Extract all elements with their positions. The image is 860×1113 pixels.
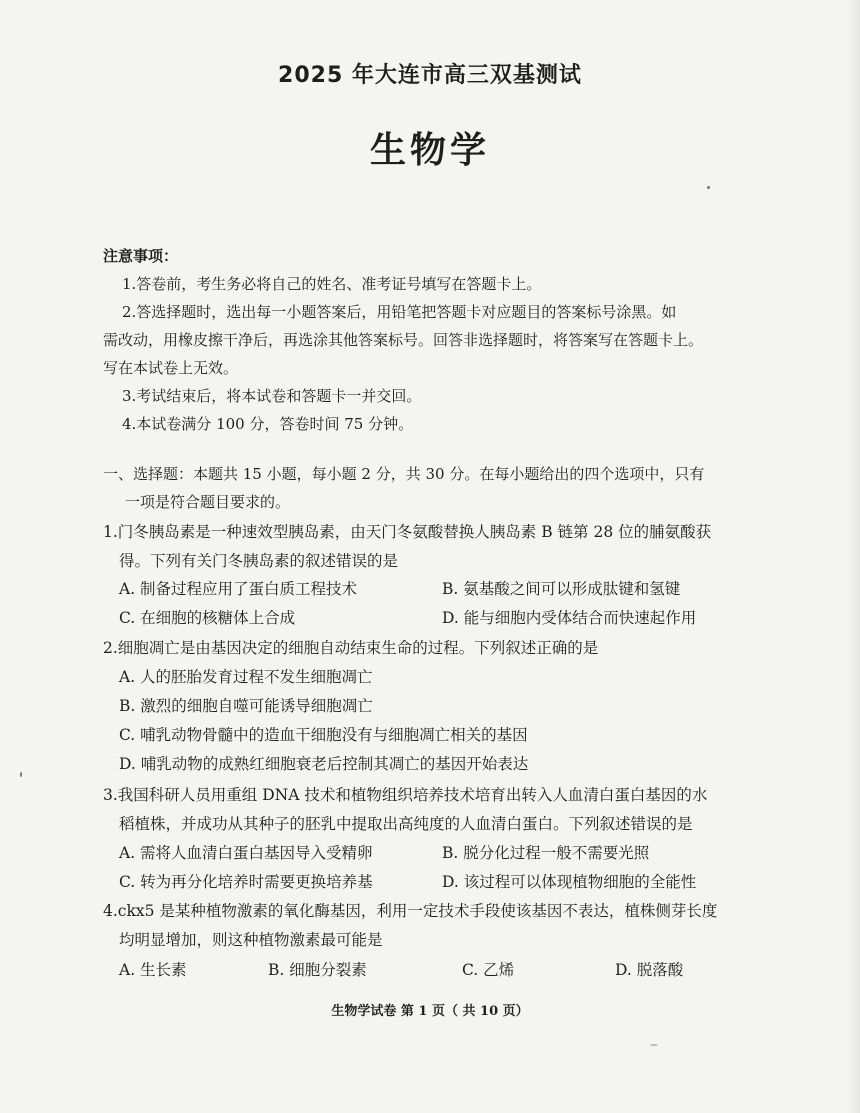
q4-option-a: A. 生长素 [119,961,187,979]
section-intro-line-1: 一、选择题：本题共 15 小题，每小题 2 分，共 30 分。在每小题给出的四个选项中，只有 [103,465,705,483]
exam-title: 2025 年大连市高三双基测试 [278,63,582,88]
notice-heading: 注意事项： [103,247,179,265]
q3-stem-line-2: 稻植株，并成功从其种子的胚乳中提取出高纯度的人血清白蛋白。下列叙述错误的是 [119,815,693,833]
notice-item-4: 4.本试卷满分 100 分，答卷时间 75 分钟。 [122,415,414,433]
q1-stem-line-2: 得。下列有关门冬胰岛素的叙述错误的是 [119,552,399,570]
page-footer: 生物学试卷 第 1 页（ 共 10 页） [331,1004,529,1019]
q3-option-a: A. 需将人血清白蛋白基因导入受精卵 [119,844,373,862]
scan-speck [707,186,710,189]
q2-option-b: B. 激烈的细胞自噬可能诱导细胞凋亡 [119,697,373,715]
q3-option-c: C. 转为再分化培养时需要更换培养基 [119,873,373,891]
q4-option-b: B. 细胞分裂素 [268,961,367,979]
scan-speck [650,1044,658,1046]
q3-stem-line-1: 3.我国科研人员用重组 DNA 技术和植物组织培养技术培育出转入人血清白蛋白基因的水 [103,786,708,804]
section-intro-line-2: 一项是符合题目要求的。 [125,493,291,511]
scan-edge-shadow [846,0,860,1113]
q1-option-b: B. 氨基酸之间可以形成肽键和氢键 [442,580,681,598]
notice-item-2-line-1: 2.答选择题时，选出每一小题答案后，用铅笔把答题卡对应题目的答案标号涂黑。如 [122,303,677,321]
notice-item-3: 3.考试结束后，将本试卷和答题卡一并交回。 [122,387,422,405]
scan-speck [20,772,22,777]
q2-option-c: C. 哺乳动物骨髓中的造血干细胞没有与细胞凋亡相关的基因 [119,726,528,744]
q4-stem-line-2: 均明显增加，则这种植物激素最可能是 [119,931,383,949]
q2-option-d: D. 哺乳动物的成熟红细胞衰老后控制其凋亡的基因开始表达 [119,755,529,773]
q4-option-c: C. 乙烯 [462,961,515,979]
q4-option-d: D. 脱落酸 [615,961,684,979]
q2-stem-line-1: 2.细胞凋亡是由基因决定的细胞自动结束生命的过程。下列叙述正确的是 [103,639,599,657]
notice-item-2-line-3: 写在本试卷上无效。 [103,359,239,377]
q1-option-c: C. 在细胞的核糖体上合成 [119,609,296,627]
notice-item-2-line-2: 需改动，用橡皮擦干净后，再选涂其他答案标号。回答非选择题时，将答案写在答题卡上。 [103,331,704,349]
q3-option-b: B. 脱分化过程一般不需要光照 [442,844,650,862]
q2-option-a: A. 人的胚胎发育过程不发生细胞凋亡 [119,668,373,686]
q1-option-d: D. 能与细胞内受体结合而快速起作用 [442,609,697,627]
q1-option-a: A. 制备过程应用了蛋白质工程技术 [119,580,358,598]
q1-stem-line-1: 1.门冬胰岛素是一种速效型胰岛素，由天门冬氨酸替换人胰岛素 B 链第 28 位的脯氨酸获 [103,523,712,541]
notice-item-1: 1.答卷前，考生务必将自己的姓名、准考证号填写在答题卡上。 [122,275,542,293]
q4-stem-line-1: 4.ckx5 是某种植物激素的氧化酶基因，利用一定技术手段使该基因不表达，植株侧芽长度 [103,902,718,920]
q3-option-d: D. 该过程可以体现植物细胞的全能性 [442,873,697,891]
subject-title: 生物学 [369,130,490,171]
